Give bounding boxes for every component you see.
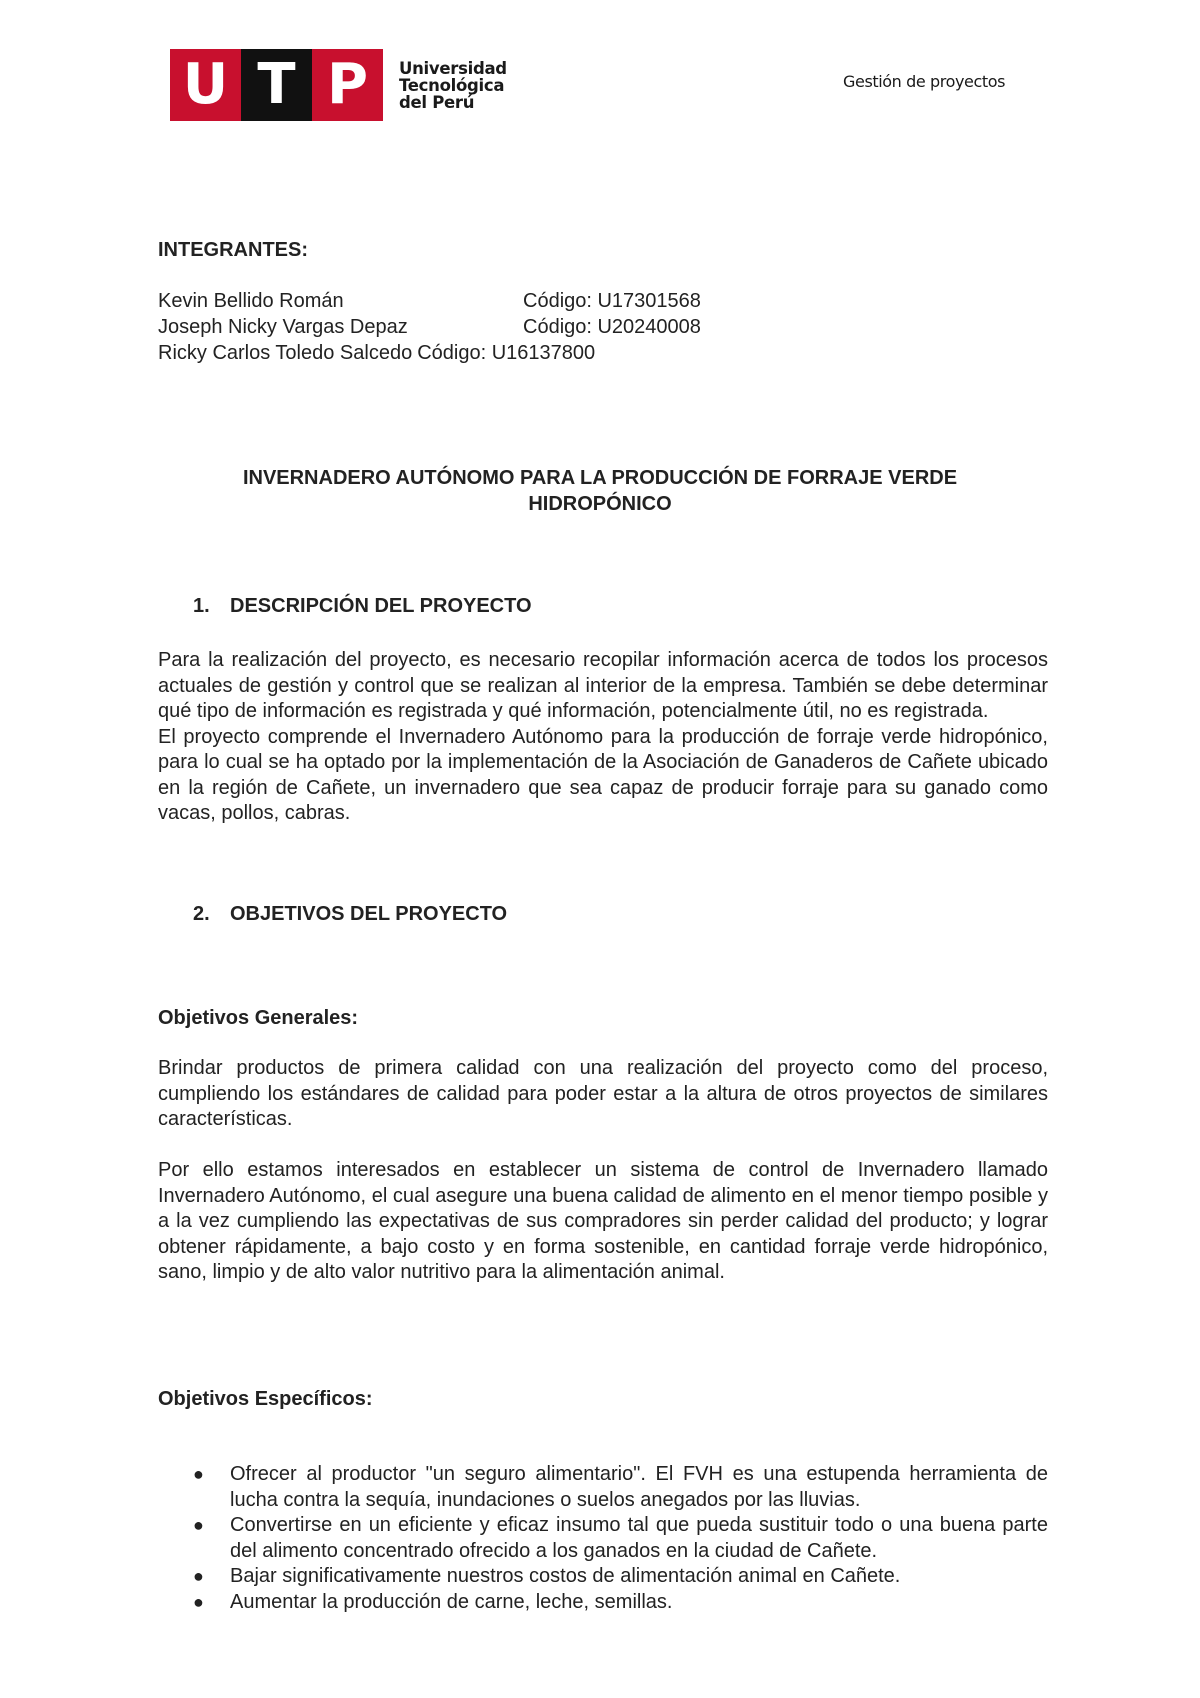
member-name: Joseph Nicky Vargas Depaz (158, 316, 408, 338)
members-list (158, 288, 701, 366)
member-name: Kevin Bellido Román (158, 290, 344, 312)
bullet-icon: ● (193, 1566, 204, 1586)
document-title (170, 465, 1030, 517)
specific-objectives-heading: Objetivos Específicos: (158, 1388, 373, 1410)
members-heading: INTEGRANTES: (158, 239, 308, 261)
list-item (158, 1513, 1048, 1564)
section-1-heading (193, 595, 532, 618)
logo-wordmark (399, 60, 507, 111)
member-row (158, 340, 701, 366)
member-code: Código: U20240008 (523, 316, 701, 338)
section-1-paragraph-2: El proyecto comprende el Invernadero Autónomo para la producción de forraje verde hidropónico, para lo cual se ha optado por la implementación de la Asociación de Ganaderos de Cañete ubicado en la región de Cañete, un invernadero que sea capaz de producir forraje para su ganado como vacas, pollos, cabras. (158, 725, 1048, 824)
list-item-text: Aumentar la producción de carne, leche, semillas. (230, 1590, 673, 1613)
list-item (158, 1462, 1048, 1513)
section-1-body (158, 648, 1048, 827)
list-item-text: Convertirse en un eficiente y eficaz insumo tal que pueda sustituir todo o una buena parte del alimento concentrado ofrecido a los ganados en la ciudad de Cañete. (230, 1514, 1048, 1562)
logo-line-2: Tecnológica (399, 75, 505, 95)
member-name: Ricky Carlos Toledo Salcedo (158, 342, 413, 364)
member-row (158, 314, 701, 340)
section-1-title: DESCRIPCIÓN DEL PROYECTO (230, 595, 532, 617)
list-item-text: Ofrecer al productor "un seguro alimentario". El FVH es una estupenda herramienta de lucha contra la sequía, inundaciones o suelos anegados por las lluvias. (230, 1463, 1048, 1511)
section-2-number: 2. (193, 903, 210, 925)
logo-line-1: Universidad (399, 58, 507, 78)
bullet-icon: ● (193, 1591, 204, 1612)
section-1-paragraph-1: Para la realización del proyecto, es necesario recopilar información acerca de todos los procesos actuales de gestión y control que se realizan al interior de la empresa. También se debe determinar qué tipo de información es registrada y qué información, potencialmente útil, no es registrada. (158, 649, 1048, 722)
member-row (158, 288, 701, 314)
list-item (158, 1590, 1048, 1616)
section-1-number: 1. (193, 595, 210, 617)
logo-letter-u: U (170, 49, 241, 121)
member-code: Código: U16137800 (417, 342, 596, 364)
section-2-heading (193, 903, 507, 926)
logo-mark (170, 49, 383, 121)
utp-logo (170, 49, 507, 121)
bullet-icon: ● (193, 1464, 204, 1484)
logo-letter-t: T (241, 49, 312, 121)
general-objectives-paragraph-1: Brindar productos de primera calidad con una realización del proyecto como del proceso, cumpliendo los estándares de calidad para poder estar a la altura de otros proyectos de similares características. (158, 1057, 1048, 1130)
document-title-line-1: INVERNADERO AUTÓNOMO PARA LA PRODUCCIÓN DE FORRAJE VERDE (242, 467, 958, 489)
list-item-text: Bajar significativamente nuestros costos de alimentación animal en Cañete. (230, 1565, 901, 1587)
general-objectives-paragraph-2: Por ello estamos interesados en establecer un sistema de control de Invernadero llamado Invernadero Autónomo, el cual asegure una buena calidad de alimento en el menor tiempo posible y a la vez cumpliendo las expectativas de sus compradores sin perder calidad del producto; y lograr obtener rápidamente, a bajo costo y en forma sostenible, en cantidad forraje verde hidropónico, sano, limpio y de alto valor nutritivo para la alimentación animal. (158, 1159, 1048, 1283)
section-2-title: OBJETIVOS DEL PROYECTO (230, 903, 508, 925)
logo-line-3: del Perú (399, 92, 475, 112)
list-item (158, 1564, 1048, 1590)
member-code: Código: U17301568 (523, 290, 701, 312)
bullet-icon: ● (193, 1515, 204, 1535)
header-title: Gestión de proyectos (843, 72, 1006, 91)
logo-letter-p: P (312, 49, 383, 121)
general-objectives-heading: Objetivos Generales: (158, 1007, 359, 1029)
specific-objectives-list (158, 1462, 1048, 1615)
document-title-line-2: HIDROPÓNICO (528, 493, 672, 515)
